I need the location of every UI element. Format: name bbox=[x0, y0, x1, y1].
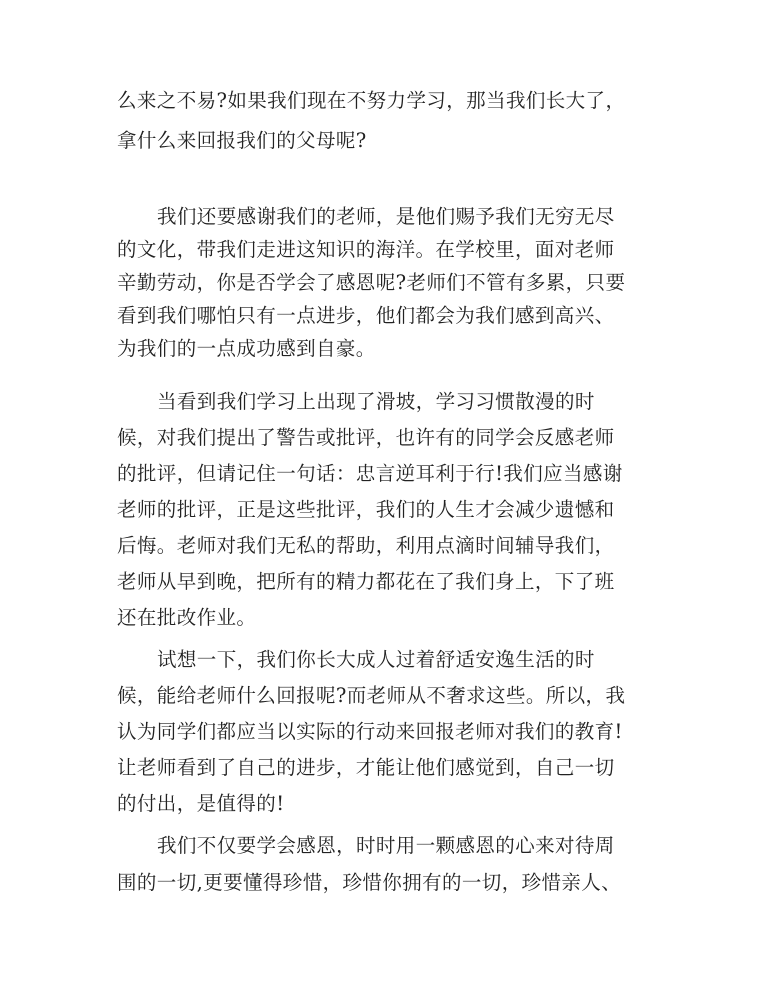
text-line: 老师的批评，正是这些批评，我们的人生才会减少遗憾和 bbox=[117, 498, 615, 521]
text-line: 辛勤劳动，你是否学会了感恩呢?老师们不管有多累，只要 bbox=[117, 271, 626, 294]
text-line: 试想一下，我们你长大成人过着舒适安逸生活的时 bbox=[157, 648, 595, 671]
text-line: 拿什么来回报我们的父母呢? bbox=[117, 129, 367, 152]
text-line: 候，对我们提出了警告或批评，也许有的同学会反感老师 bbox=[117, 426, 615, 449]
text-line: 我们还要感谢我们的老师，是他们赐予我们无穷无尽 bbox=[157, 205, 615, 228]
text-line: 让老师看到了自己的进步，才能让他们感觉到，自己一切 bbox=[117, 756, 615, 779]
text-line: 的付出，是值得的! bbox=[117, 792, 285, 815]
text-line: 还在批改作业。 bbox=[117, 606, 257, 629]
text-line: 候，能给老师什么回报呢?而老师从不奢求这些。所以，我 bbox=[117, 684, 626, 707]
text-line: 当看到我们学习上出现了滑坡，学习习惯散漫的时 bbox=[157, 390, 595, 413]
text-line: 围的一切,更要懂得珍惜，珍惜你拥有的一切，珍惜亲人、 bbox=[117, 871, 622, 894]
text-line: 老师从早到晚，把所有的精力都花在了我们身上，下了班 bbox=[117, 570, 615, 593]
text-line: 么来之不易?如果我们现在不努力学习，那当我们长大了， bbox=[117, 89, 626, 112]
text-line: 认为同学们都应当以实际的行动来回报老师对我们的教育! bbox=[117, 720, 623, 743]
text-line: 我们不仅要学会感恩，时时用一颗感恩的心来对待周 bbox=[157, 834, 615, 857]
text-line: 后悔。老师对我们无私的帮助，利用点滴时间辅导我们， bbox=[117, 534, 615, 557]
text-line: 看到我们哪怕只有一点进步，他们都会为我们感到高兴、 bbox=[117, 304, 615, 327]
text-line: 为我们的一点成功感到自豪。 bbox=[117, 337, 376, 360]
text-line: 的文化，带我们走进这知识的海洋。在学校里，面对老师 bbox=[117, 238, 615, 261]
text-line: 的批评，但请记住一句话：忠言逆耳利于行!我们应当感谢 bbox=[117, 462, 623, 485]
